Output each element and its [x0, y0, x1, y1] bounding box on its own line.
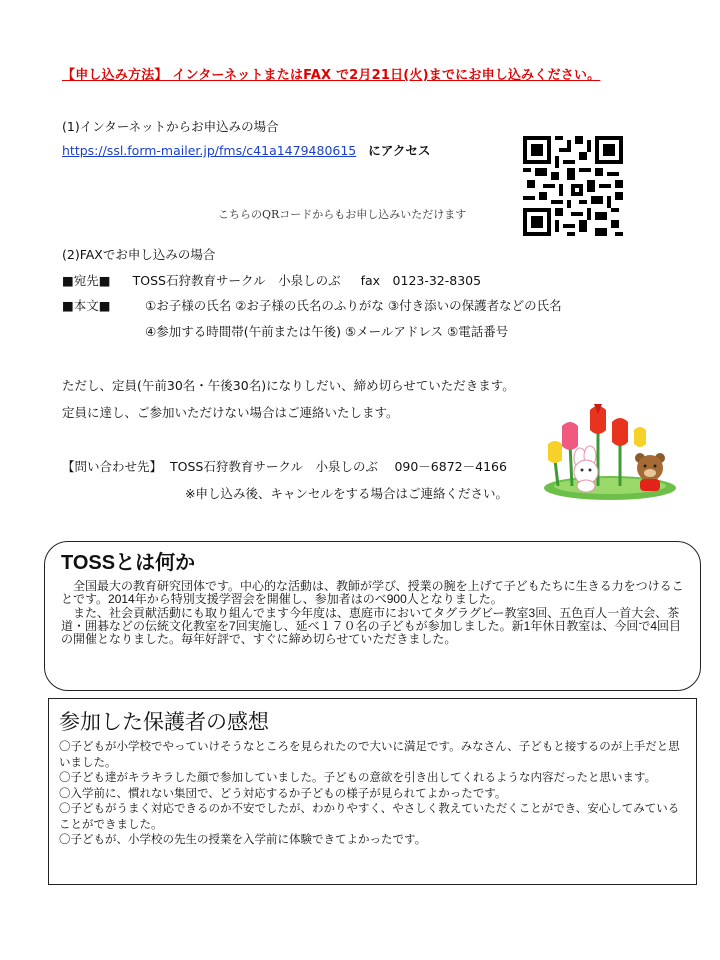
capacity-note: ただし、定員(午前30名・午後30名)になりしだい、締め切らせていただきます。: [62, 378, 515, 393]
inquiry-value: TOSS石狩教育サークル 小泉しのぶ 090－6872－4166: [170, 459, 507, 474]
fax-to-value: TOSS石狩教育サークル 小泉しのぶ: [132, 273, 341, 288]
fax-body-line1: ①お子様の氏名 ②お子様の氏名のふりがな ③付き添いの保護者などの氏名: [145, 298, 562, 313]
full-contact-note: 定員に達し、ご参加いただけない場合はご連絡いたします。: [62, 405, 399, 420]
fax-body-label: ■本文■: [62, 298, 111, 313]
toss-body: [61, 580, 691, 646]
toss-paragraph-2: また、社会貢献活動にも取り組んでます今年度は、恵庭市においてタグラグビー教室3回、五色百人一首大会、茶道・囲碁などの伝統文化教室を7回実施し、延べ１７０名の子どもが参加しました。新1年休日教室は、今回で4回目の開催となりました。毎年好評で、すぐに締め切らせていただきました。: [61, 605, 682, 647]
impression-item: 〇子どもが小学校でやっていけそうなところを見られたので大いに満足です。みなさん、子どもと接するのが上手だと思いました。: [59, 739, 680, 769]
fax-to-row: [62, 271, 481, 289]
fax-heading: (2)FAXでお申し込みの場合: [62, 247, 216, 262]
toss-title: TOSSとは何か: [61, 552, 196, 574]
cancel-note: ※申し込み後、キャンセルをする場合はご連絡ください。: [185, 486, 508, 501]
apply-method-heading: 【申し込み方法】 インターネットまたはFAX で2月21日(火)までにお申し込みください。: [62, 68, 601, 83]
inquiry-label: 【問い合わせ先】: [62, 459, 163, 474]
fax-number: fax 0123-32-8305: [360, 273, 482, 288]
internet-line: [62, 141, 430, 159]
impression-item: 〇子ども達がキラキラした顔で参加していました。子どもの意欲を引き出してくれるような内容だったと思います。: [59, 770, 657, 784]
impression-item: 〇子どもがうまく対応できるのか不安でしたが、わかりやすく、やさしく教えていただくことができ、安心してみていることができました。: [59, 801, 680, 831]
impressions-list: [59, 739, 689, 848]
toss-paragraph-1: 全国最大の教育研究団体です。中心的な活動は、教師が学び、授業の腕を上げて子どもたちに生きる力をつけることです。2014年から特別支援学習会を開催し、参加者はのべ900人となりました。: [61, 579, 684, 607]
application-url-link[interactable]: https://ssl.form-mailer.jp/fms/c41a1479480615: [62, 143, 357, 158]
qr-code-icon: [523, 136, 623, 236]
inquiry-row: [62, 457, 507, 475]
impression-item: 〇子どもが、小学校の先生の授業を入学前に体験できてよかったです。: [59, 832, 427, 846]
tulips-rabbit-bear-illustration: [540, 400, 680, 500]
impression-item: 〇入学前に、慣れない集団で、どう対応するか子どもの様子が見られてよかったです。: [59, 785, 507, 800]
toss-about-box: [44, 541, 701, 691]
qr-note: こちらのQRコードからもお申し込みいただけます: [218, 208, 467, 221]
internet-heading: (1)インターネットからお申込みの場合: [62, 119, 279, 134]
parent-impressions-box: [48, 698, 697, 885]
fax-to-label: ■宛先■: [62, 273, 111, 288]
impressions-title: 参加した保護者の感想: [59, 710, 269, 734]
fax-body-line2: ④参加する時間帯(午前または午後) ⑤メールアドレス ⑤電話番号: [145, 324, 509, 339]
access-text: にアクセス: [368, 143, 431, 158]
